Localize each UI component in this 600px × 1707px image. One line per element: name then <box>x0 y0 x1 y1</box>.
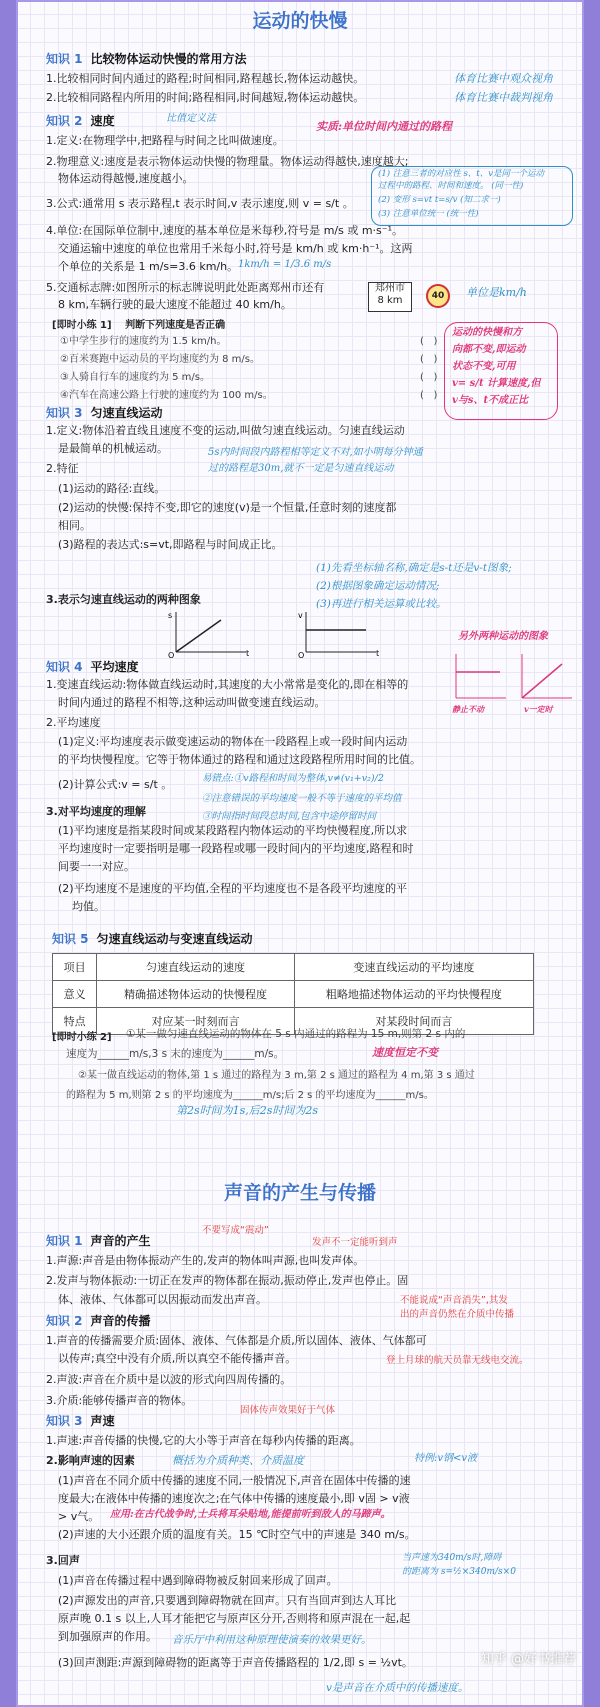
knowledge-heading-5 <box>52 930 253 947</box>
text-line: 1.声音的传播需要介质:固体、液体、气体都是介质,所以固体、液体、气体都可 <box>46 1334 427 1347</box>
handwritten-note: 音乐厅中利用这种原理使演奏的效果更好。 <box>172 1634 372 1646</box>
graph-caption: v一定时 <box>524 704 553 714</box>
text-line: (1)声音在传播过程中遇到障碍物被反射回来形成了回声。 <box>58 1574 338 1587</box>
traffic-sign-distance <box>368 282 412 312</box>
text-line: 1.变速直线运动:物体做直线运动时,其速度的大小常常是变化的,即在相等的 <box>46 678 409 691</box>
text-line: 2.特征 <box>46 462 79 475</box>
speed-limit-sign: 40 <box>426 284 450 308</box>
handwritten-note: 易错点:①v路程和时间为整体,v≠(v₁+v₂)/2 <box>202 773 384 784</box>
annotation: 发声不一定能听到声 <box>312 1237 398 1248</box>
knowledge-tag: 知识 4 <box>46 660 83 674</box>
knowledge-heading-sound-2 <box>46 1312 151 1329</box>
quiz-title: 判断下列速度是否正确 <box>125 320 226 331</box>
uniform-motion-graphs <box>166 608 426 658</box>
text-line: 2.声波:声音在介质中是以波的形式向四周传播的。 <box>46 1373 292 1386</box>
text-line: (2)平均速度不是速度的平均值,全程的平均速度也不是各段平均速度的平 <box>58 882 408 895</box>
handwritten-note: 概括为介质种类、介质温度 <box>172 1454 304 1467</box>
handwritten-note: ②注意错误的平均速度一般不等于速度的平均值 <box>202 793 402 804</box>
knowledge-tag: 知识 3 <box>46 1414 83 1428</box>
quiz-2-label: [即时小练 2] <box>52 1032 112 1043</box>
handwritten-note: (2)根据图象确定运动情况; <box>316 580 440 592</box>
text-line: (1)平均速度是指某段时间或某段路程内物体运动的平均快慢程度,所以求 <box>58 824 408 837</box>
knowledge-tag: 知识 1 <box>46 52 83 66</box>
knowledge-heading-sound-3 <box>46 1412 115 1429</box>
text-line: 物体运动得越慢,速度越小。 <box>58 172 194 185</box>
notes-page <box>16 0 584 1707</box>
table-cell: 意义 <box>53 981 97 1008</box>
knowledge-heading-4 <box>46 658 139 675</box>
quiz-label: [即时小练 1] <box>52 320 112 331</box>
svg-text:v: v <box>298 611 303 620</box>
unit-conversion-note: 1km/h = 1/3.6 m/s <box>238 259 332 270</box>
quiz-item: ③人骑自行车的速度约为 5 m/s。 <box>60 372 211 383</box>
handwritten-note: 特例:v钢<v液 <box>414 1453 478 1464</box>
text-line: 以传声;真空中没有介质,所以真空不能传播声音。 <box>58 1352 297 1365</box>
text-line: 间要一一对应。 <box>58 860 135 873</box>
text-line: 平均速度时一定要指明是哪一段路程或哪一段时间内的平均速度,路程和时 <box>58 842 414 855</box>
text-line: 2.物理意义:速度是表示物体运动快慢的物理量。物体运动得越快,速度越大; <box>46 155 409 168</box>
text-line: (2)声速的大小还跟介质的温度有关。15 ℃时空气中的声速是 340 m/s。 <box>58 1528 416 1541</box>
handwritten-note: 应用:在古代战争时,士兵将耳朵贴地,能提前听到敌人的马蹄声。 <box>110 1509 391 1520</box>
answer-bracket: ( ) <box>420 372 438 383</box>
handwritten-note: v与s、t不成正比 <box>452 395 529 406</box>
annotation: 不要写成“震动” <box>202 1225 269 1236</box>
handwritten-note: 当声速为340m/s时,障碍 <box>402 1553 502 1563</box>
handwritten-note: 第2s时间为1s,后2s时间为2s <box>176 1104 319 1117</box>
text-line: (2)声源发出的声音,只要遇到障碍物就在回声。只有当回声到达人耳比 <box>58 1594 397 1607</box>
quiz-item: ④汽车在高速公路上行驶的速度约为 100 m/s。 <box>60 390 273 401</box>
sign-city: 郑州市 <box>375 283 405 294</box>
text-line: (1)声音在不同介质中传播的速度不同,一般情况下,声音在固体中传播的速 <box>58 1474 411 1487</box>
text-line: 3.回声 <box>46 1554 80 1567</box>
text-line: 3.对平均速度的理解 <box>46 805 146 818</box>
knowledge-name: 声音的传播 <box>90 1314 151 1328</box>
comparison-table <box>52 953 534 1035</box>
text-line: (1)运动的路径:直线。 <box>58 482 166 495</box>
handwritten-note: 体育比赛中观众视角 <box>454 72 553 85</box>
graph-section-title: 3.表示匀速直线运动的两种图象 <box>46 593 201 606</box>
knowledge-name: 声速 <box>90 1414 115 1428</box>
text-line: 相同。 <box>58 519 91 532</box>
quiz-line: 的路程为 5 m,则第 2 s 的平均速度为______m/s;后 2 s 的平均速度为______m/s。 <box>66 1090 434 1101</box>
knowledge-tag: 知识 2 <box>46 114 83 128</box>
knowledge-heading-sound-1 <box>46 1232 151 1249</box>
s-t-graph <box>168 611 249 658</box>
text-line: 均值。 <box>72 900 105 913</box>
text-line: 度最大;在液体中传播的速度次之;在气体中传播的速度最小,即 v固 > v液 <box>58 1492 410 1505</box>
text-line: (1)定义:平均速度表示做变速运动的物体在一段路程上或一段时间内运动 <box>58 735 408 748</box>
quiz-line: ②某一做直线运动的物体,第 1 s 通过的路程为 3 m,第 2 s 通过的路程为 4 m,第 3 s 通过 <box>78 1070 475 1081</box>
watermark: 知乎 @好书推荐 <box>480 1652 576 1667</box>
formula-note: (2) 变形 s=vt t=s/v (知二求一) <box>378 195 501 205</box>
svg-text:t: t <box>376 649 380 658</box>
knowledge-name: 平均速度 <box>90 660 139 674</box>
text-line: > v气。 <box>58 1510 100 1523</box>
text-line: 1.声速:声音传播的快慢,它的大小等于声音在每秒内传播的距离。 <box>46 1434 361 1447</box>
handwritten-note: v是声音在介质中的传播速度。 <box>326 1682 469 1694</box>
text-line: 3.介质:能够传播声音的物体。 <box>46 1394 193 1407</box>
text-line: (3)路程的表达式:s=vt,即路程与时间成正比。 <box>58 538 283 551</box>
table-cell: 特点 <box>53 1008 97 1035</box>
knowledge-tag: 知识 1 <box>46 1234 83 1248</box>
table-cell: 对某段时间而言 <box>294 1008 533 1035</box>
svg-text:t: t <box>246 649 250 658</box>
text-line: 时间内通过的路程不相等,这种运动叫做变速直线运动。 <box>58 696 326 709</box>
handwritten-note: (3)再进行相关运算或比较。 <box>316 598 447 610</box>
graph-caption: 静止不动 <box>452 704 484 714</box>
knowledge-name: 速度 <box>90 114 115 128</box>
handwritten-note: 运动的快慢和方 <box>452 327 522 338</box>
quiz-1-heading <box>52 316 225 331</box>
quiz-line: ①某一做匀速直线运动的物体在 5 s 内通过的路程为 15 m,则第 2 s 内的 <box>126 1028 466 1040</box>
handwritten-note: 向都不变,即运动 <box>452 344 526 355</box>
text-line: 2.比较相同路程内所用的时间;路程相同,时间越短,物体运动越快。 <box>46 91 365 104</box>
text-line: 4.单位:在国际单位制中,速度的基本单位是米每秒,符号是 m/s 或 m·s⁻¹。 <box>46 224 403 237</box>
table-header-row <box>53 954 534 981</box>
annotation: 固体传声效果好于气体 <box>240 1405 336 1416</box>
text-line: 的平均快慢程度。它等于物体通过的路程和通过这段路程所用时间的比值。 <box>58 753 421 766</box>
formula-note: (1) 注意三者的对应性 s、t、v是同一个运动 <box>378 169 545 179</box>
text-line: 个单位的关系是 1 m/s=3.6 km/h。 <box>58 260 239 273</box>
handwritten-note: 体育比赛中裁判视角 <box>454 91 553 104</box>
text-line: (2)运动的快慢:保持不变,即它的速度(v)是一个恒量,任意时刻的速度都 <box>58 501 397 514</box>
handwritten-note: (1)先看坐标轴名称,确定是s-t还是v-t图象; <box>316 562 512 574</box>
text-line: 交通运输中速度的单位也常用千米每小时,符号是 km/h 或 km·h⁻¹。这两 <box>58 242 413 255</box>
text-line: 2.影响声速的因素 <box>46 1454 135 1467</box>
knowledge-heading-2 <box>46 112 115 129</box>
annotation: 登上月球的航天员靠无线电交流。 <box>386 1355 529 1366</box>
text-line: 2.平均速度 <box>46 716 101 729</box>
knowledge-tag: 知识 5 <box>52 932 89 946</box>
knowledge-tag: 知识 2 <box>46 1314 83 1328</box>
v-t-graph <box>298 611 379 658</box>
quiz-item: ①中学生步行的速度约为 1.5 km/h。 <box>60 336 227 347</box>
knowledge-name: 比较物体运动快慢的常用方法 <box>90 52 247 66</box>
text-line: 8 km,车辆行驶的最大速度不能超过 40 km/h。 <box>58 298 292 311</box>
other-motion-graphs <box>448 648 578 708</box>
table-cell: 粗略地描述物体运动的平均快慢程度 <box>294 981 533 1008</box>
handwritten-note: 单位是km/h <box>466 286 527 299</box>
annotation: 出的声音仍然在介质中传播 <box>400 1309 515 1320</box>
text-line: (2)计算公式:v = s/t 。 <box>58 778 173 791</box>
table-header-cell: 项目 <box>53 954 97 981</box>
quiz-item: ②百米赛跑中运动员的平均速度约为 8 m/s。 <box>60 354 261 365</box>
svg-text:s: s <box>168 611 173 620</box>
text-line: 1.定义:物体沿着直线且速度不变的运动,叫做匀速直线运动。匀速直线运动 <box>46 424 405 437</box>
handwritten-note: 速度恒定不变 <box>372 1046 438 1059</box>
svg-text:O: O <box>168 651 175 658</box>
knowledge-name: 声音的产生 <box>90 1234 151 1248</box>
knowledge-heading-1 <box>46 50 247 67</box>
sign-distance: 8 km <box>377 295 403 306</box>
knowledge-name: 匀速直线运动 <box>90 406 163 420</box>
svg-text:O: O <box>298 651 305 658</box>
text-line: 到加强原声的作用。 <box>58 1630 157 1643</box>
handwritten-note: 状态不变,可用 <box>452 361 516 372</box>
table-header-cell: 变速直线运动的平均速度 <box>294 954 533 981</box>
text-line: 1.比较相同时间内通过的路程;时间相同,路程越长,物体运动越快。 <box>46 72 365 85</box>
answer-bracket: ( ) <box>420 354 438 365</box>
handwritten-note: v= s/t 计算速度,但 <box>452 378 541 389</box>
table-cell: 对应某一时刻而言 <box>97 1008 294 1035</box>
text-line: 1.声源:声音是由物体振动产生的,发声的物体叫声源,也叫发声体。 <box>46 1254 365 1267</box>
handwritten-note: 比值定义法 <box>166 113 216 124</box>
handwritten-note: 另外两种运动的图象 <box>458 631 548 642</box>
handwritten-note: 的距离为 s=½×340m/s×0 <box>402 1567 516 1577</box>
handwritten-note: 过的路程是30m,就不一定是匀速直线运动 <box>208 463 394 474</box>
text-line: 1.定义:在物理学中,把路程与时间之比叫做速度。 <box>46 134 284 147</box>
handwritten-note-essence: 实质:单位时间内通过的路程 <box>316 120 453 133</box>
knowledge-heading-3 <box>46 404 163 421</box>
section-title-motion: 运动的快慢 <box>252 10 348 32</box>
knowledge-name: 匀速直线运动与变速直线运动 <box>96 932 253 946</box>
text-line: 2.发声与物体振动:一切正在发声的物体都在振动,振动停止,发声也停止。固 <box>46 1274 409 1287</box>
handwritten-note: 5s内时间段内路程相等定义不对,如小明每分钟通 <box>208 447 423 458</box>
annotation: 不能说成“声音消失”,其发 <box>400 1295 508 1306</box>
answer-bracket: ( ) <box>420 336 438 347</box>
text-line: (3)回声测距:声源到障碍物的距离等于声音传播路程的 1/2,即 s = ½vt。 <box>58 1656 413 1669</box>
text-line: 体、液体、气体都可以因振动而发出声音。 <box>58 1293 267 1306</box>
table-header-cell: 匀速直线运动的速度 <box>97 954 294 981</box>
answer-bracket: ( ) <box>420 390 438 401</box>
formula-note: 过程中的路程、时间和速度。 (同一性) <box>378 181 524 191</box>
text-line: 3.公式:通常用 s 表示路程,t 表示时间,v 表示速度,则 v = s/t 。 <box>46 197 354 210</box>
section-title-sound: 声音的产生与传播 <box>223 1182 376 1204</box>
formula-note: (3) 注意单位统一 (统一性) <box>378 209 479 219</box>
text-line: 原声晚 0.1 s 以上,人耳才能把它与原声区分开,否则将和原声混在一起,起 <box>58 1612 411 1625</box>
text-line: 是最简单的机械运动。 <box>58 442 168 455</box>
quiz-line: 速度为______m/s,3 s 末的速度为______m/s。 <box>66 1048 285 1060</box>
handwritten-note: ③时间指时间段总时间,包含中途停留时间 <box>202 811 377 822</box>
table-cell: 精确描述物体运动的快慢程度 <box>97 981 294 1008</box>
text-line: 5.交通标志牌:如图所示的标志牌说明此处距离郑州市还有 <box>46 281 325 294</box>
knowledge-tag: 知识 3 <box>46 406 83 420</box>
table-row <box>53 981 534 1008</box>
